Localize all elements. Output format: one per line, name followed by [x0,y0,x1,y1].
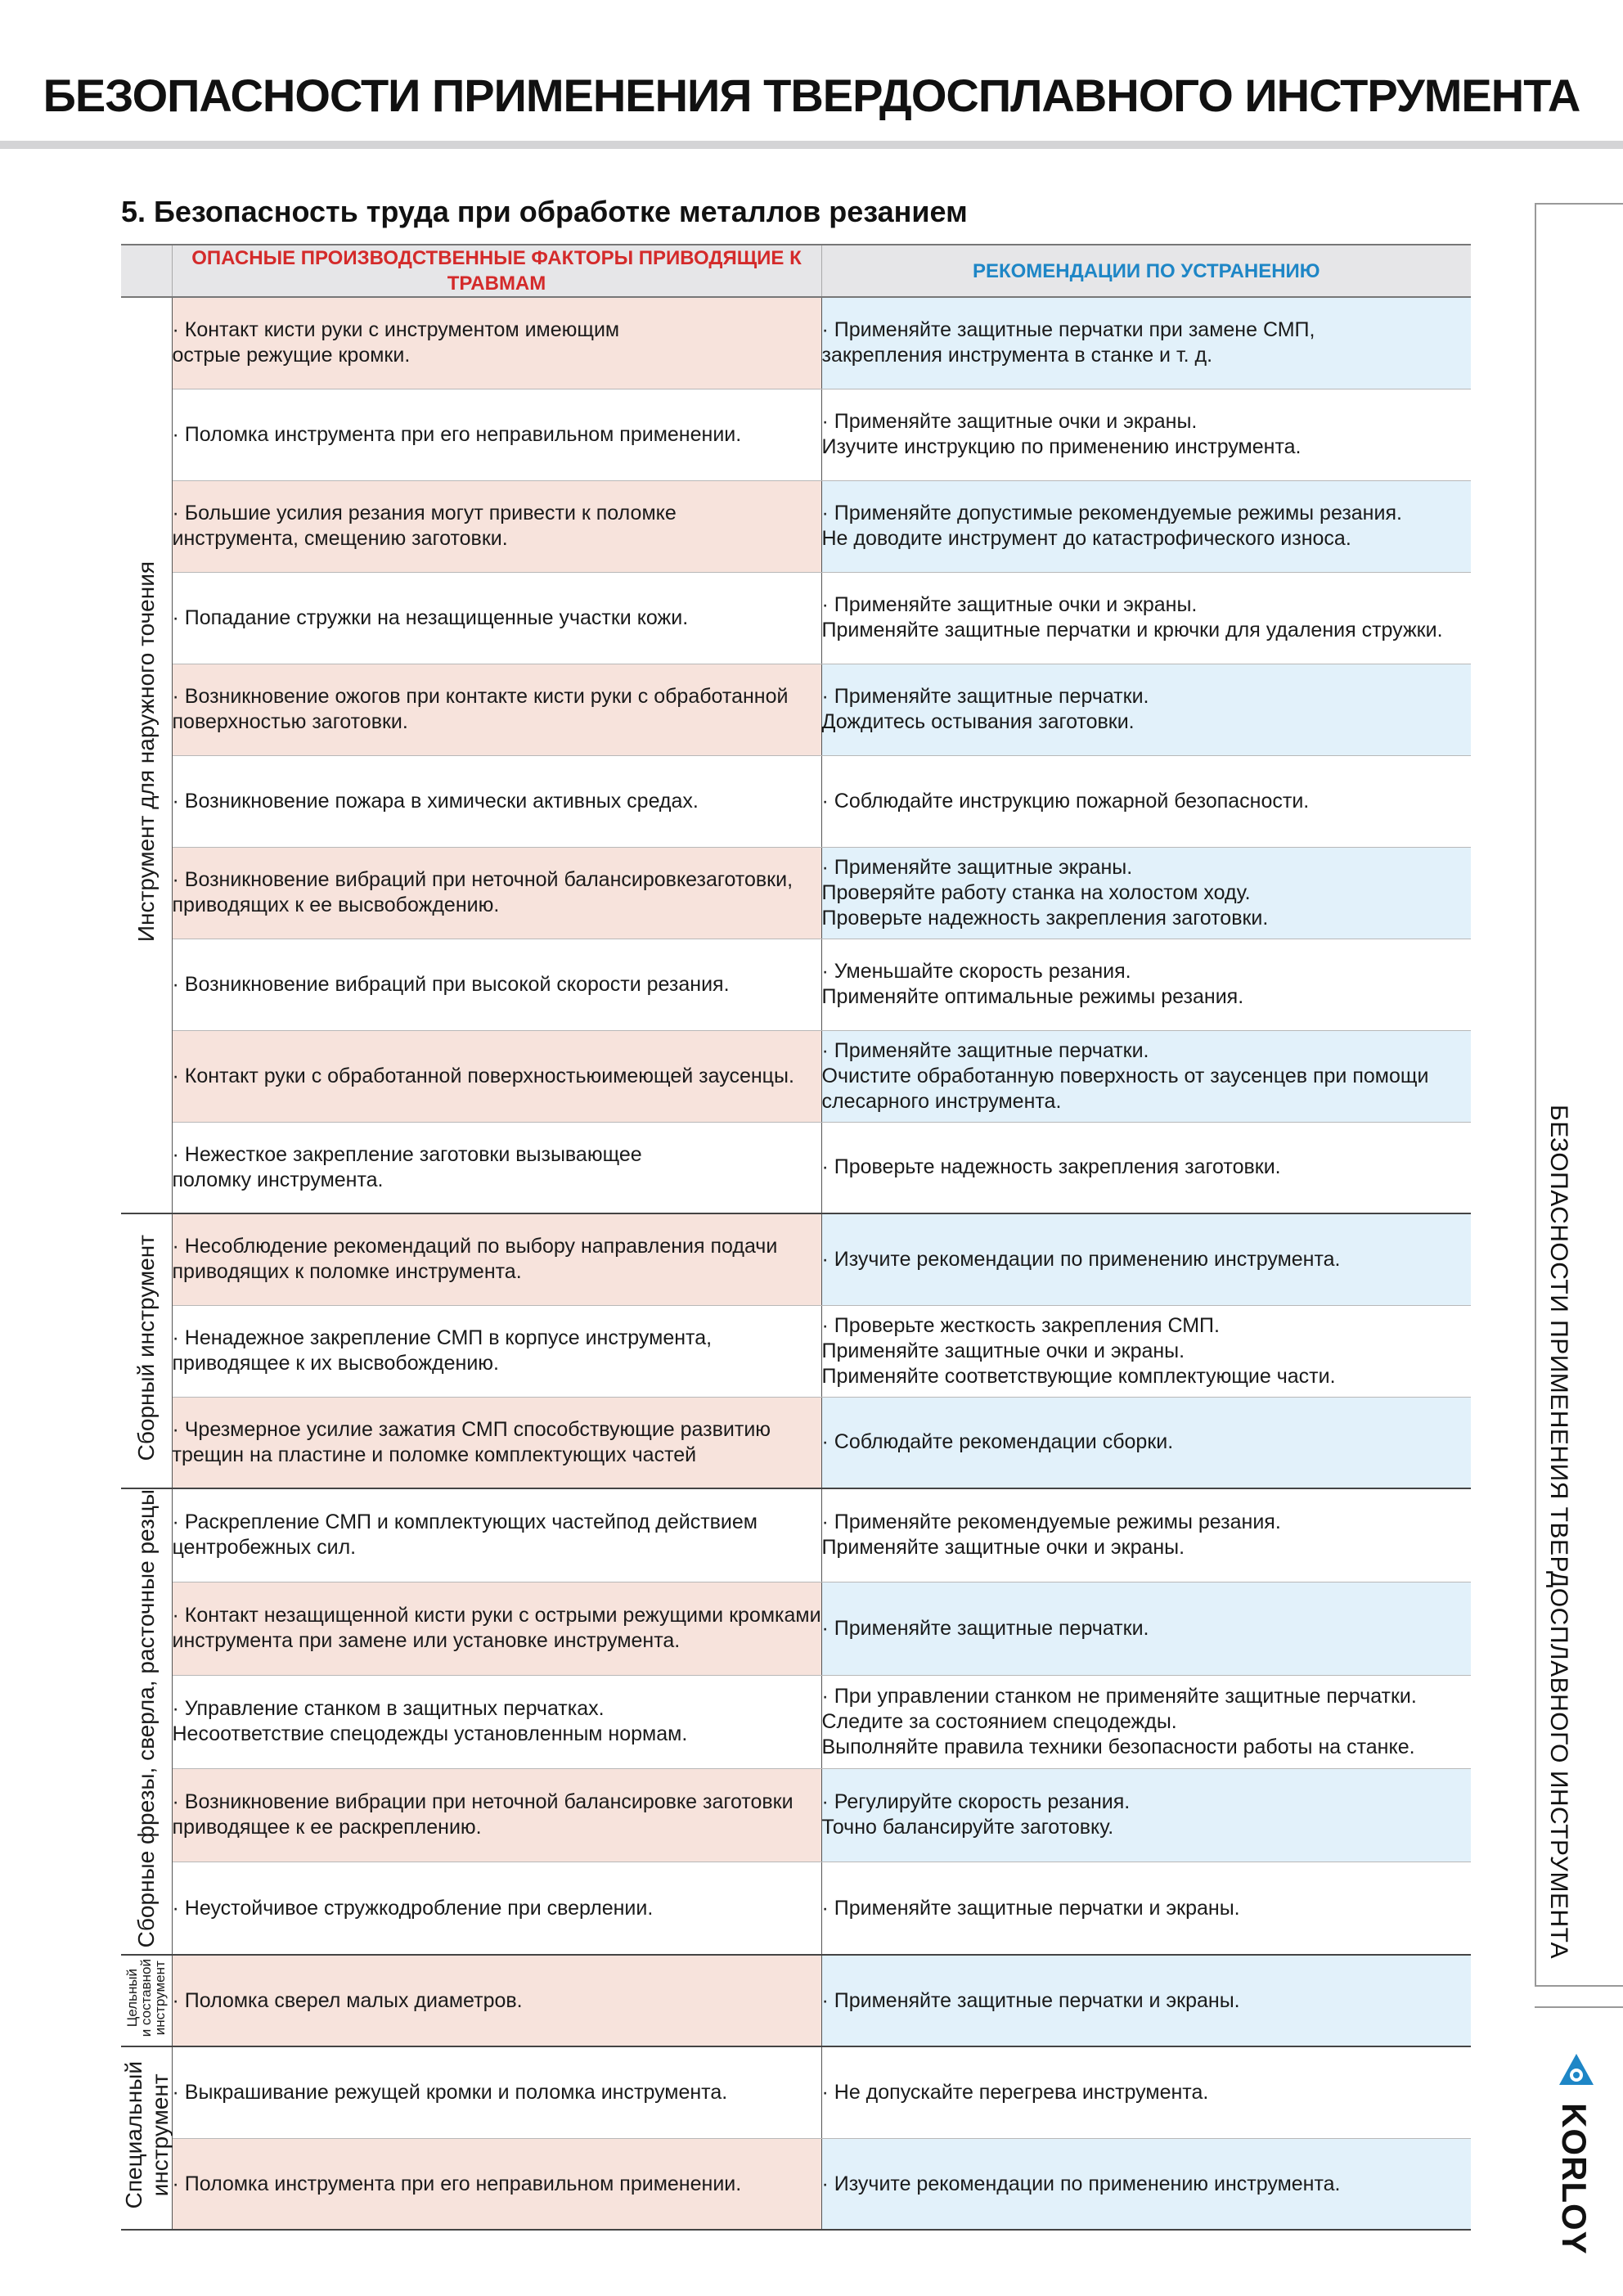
side-tab-border [1535,203,1536,1987]
hazard-cell-line: · Возникновение пожара в химически активных средах. [172,789,699,813]
table-header-row [121,245,1471,297]
table-row [121,2138,1471,2230]
side-tab-divider [1535,1985,1623,1987]
recommendation-cell-line: · Изучите рекомендации по применению инструмента. [821,2172,1341,2195]
table-row [121,1862,1471,1955]
recommendation-cell [821,1305,1471,1397]
table-body [121,297,1471,2230]
recommendation-cell-line: · Проверьте надежность закрепления заготовки. [821,1155,1281,1179]
recommendation-cell-line: · Применяйте защитные экраны. [821,855,1133,879]
group-label [121,2046,172,2230]
recommendation-cell-line: · Применяйте защитные перчатки и экраны. [821,1896,1240,1920]
table-row [121,389,1471,480]
hazard-cell [172,1030,821,1122]
korloy-logo-icon [1558,2052,1595,2090]
recommendation-cell [821,1030,1471,1122]
recommendation-cell [821,755,1471,847]
group-label-text [133,561,160,942]
recommendation-cell [821,1397,1471,1488]
table-row [121,1955,1471,2046]
hazard-cell [172,1862,821,1955]
hazard-cell [172,1397,821,1488]
hazard-cell [172,1955,821,2046]
recommendation-cell [821,664,1471,755]
group-label-text [133,1235,160,1461]
hazard-cell [172,1305,821,1397]
hazard-cell [172,1675,821,1768]
table-row [121,1582,1471,1675]
recommendation-cell-line: Очистите обработанную поверхность от заусенцев при помощи [821,1064,1429,1087]
hazard-cell-line: · Возникновение вибраций при неточной балансировкезаготовки, [172,868,794,891]
safety-table [121,244,1471,2231]
header-hazards: ОПАСНЫЕ ПРОИЗВОДСТВЕННЫЕ ФАКТОРЫ ПРИВОДЯЩИЕ К ТРАВМАМ [172,245,821,297]
hazard-cell [172,847,821,939]
recommendation-cell-line: слесарного инструмента. [821,1089,1062,1113]
hazard-cell-line: · Поломка инструмента при его неправильном применении. [172,422,742,446]
hazard-cell [172,1768,821,1862]
hazard-cell-line: · Несоблюдение рекомендаций по выбору направления подачи [172,1235,778,1258]
recommendation-cell-line: Точно балансируйте заготовку. [821,1816,1114,1839]
recommendation-cell-line: Выполняйте правила техники безопасности работы на станке. [821,1735,1415,1758]
hazard-cell-line: · Возникновение вибраций при высокой скорости резания. [172,972,730,996]
table-row [121,2046,1471,2138]
recommendation-cell-line: · Применяйте защитные очки и экраны. [821,410,1198,433]
recommendation-cell-line: закрепления инструмента в станке и т. д. [821,344,1213,367]
recommendation-cell [821,1582,1471,1675]
group-label-line: Специальный [121,2061,146,2209]
page-title: БЕЗОПАСНОСТИ ПРИМЕНЕНИЯ ТВЕРДОСПЛАВНОГО ИНСТРУМЕНТА [43,70,1580,121]
recommendation-cell-line: Проверьте надежность закрепления заготовки. [821,906,1269,930]
recommendation-cell-line: Применяйте защитные перчатки и крючки для удаления стружки. [821,619,1443,642]
hazard-cell [172,297,821,389]
recommendation-cell-line: · Регулируйте скорость резания. [821,1790,1131,1814]
table-row [121,572,1471,664]
recommendation-cell-line: · Применяйте защитные перчатки при замене СМП, [821,318,1315,342]
logo-tab-top-rule [1535,2006,1623,2008]
recommendation-cell-line: Применяйте защитные очки и экраны. [821,1339,1185,1362]
group-label [121,1488,172,1955]
recommendation-cell [821,297,1471,389]
group-label [121,1213,172,1488]
hazard-cell [172,1582,821,1675]
hazard-cell-line: · Возникновение вибрации при неточной балансировке заготовки [172,1790,794,1814]
recommendation-cell-line: · Применяйте рекомендуемые режимы резания. [821,1510,1281,1534]
recommendation-cell-line: Следите за состоянием спецодежды. [821,1709,1177,1733]
recommendation-cell [821,939,1471,1030]
recommendation-cell [821,1862,1471,1955]
table-row [121,1488,1471,1582]
table-row [121,664,1471,755]
hazard-cell-line: · Контакт руки с обработанной поверхностьюимеющей заусенцы. [172,1064,794,1087]
recommendation-cell-line: · Применяйте защитные перчатки. [821,1038,1149,1062]
recommendation-cell-line: Проверяйте работу станка на холостом ходу. [821,880,1251,904]
hazard-cell-line: · Поломка сверел малых диаметров. [172,1988,523,2012]
hazard-cell-line: · Большие усилия резания могут привести к поломке [172,502,677,524]
table-row [121,480,1471,572]
group-label-text [133,1489,160,1947]
hazard-cell [172,480,821,572]
hazard-cell-line: центробежных сил. [172,1536,357,1560]
hazard-cell [172,664,821,755]
hazard-cell [172,572,821,664]
recommendation-cell-line: Изучите инструкцию по применению инструмента. [821,435,1302,458]
group-label-line: Сборные фрезы, сверла, расточные резцы [133,1489,159,1948]
table-row [121,1675,1471,1768]
section-title: 5. Безопасность труда при обработке металлов резанием [121,195,968,228]
recommendation-cell [821,480,1471,572]
hazard-cell-line: · Чрезмерное усилие зажатия СМП способствующие развитию [172,1417,771,1441]
hazard-cell-line: инструмента, смещению заготовки. [172,527,508,550]
group-label-line: и составной [138,1958,155,2037]
recommendation-cell [821,1213,1471,1305]
side-tab-label: БЕЗОПАСНОСТИ ПРИМЕНЕНИЯ ТВЕРДОСПЛАВНОГО ИНСТРУМЕНТА [1545,1105,1572,1959]
recommendation-cell [821,1488,1471,1582]
group-label [121,297,172,1213]
hazard-cell [172,1488,821,1582]
group-label-text [121,2061,173,2208]
recommendation-cell-line: · Проверьте жесткость закрепления СМП. [821,1313,1220,1337]
hazard-cell-line: · Поломка инструмента при его неправильном применении. [172,2172,742,2195]
hazard-cell [172,389,821,480]
recommendation-cell [821,1955,1471,2046]
table-row [121,847,1471,939]
group-label-line: Сборный инструмент [133,1234,159,1461]
table-row [121,1122,1471,1213]
table-row [121,1397,1471,1488]
table-row [121,1768,1471,1862]
hazard-cell-line: поломку инструмента. [172,1168,384,1191]
table-row [121,1030,1471,1122]
hazard-cell-line: · Ненадежное закрепление СМП в корпусе инструмента, [172,1326,713,1349]
recommendation-cell-line: · Изучите рекомендации по применению инструмента. [821,1247,1341,1271]
header-recommendations: РЕКОМЕНДАЦИИ ПО УСТРАНЕНИЮ [821,245,1471,297]
hazard-cell [172,1122,821,1213]
group-label-line: Цельный [124,1968,141,2027]
hazard-cell [172,1213,821,1305]
recommendation-cell-line: · Соблюдайте рекомендации сборки. [821,1430,1174,1454]
hazard-cell-line: · Управление станком в защитных перчатках. [172,1697,605,1721]
group-label-line: инструмент [152,1960,169,2035]
table-row [121,297,1471,389]
recommendation-cell-line: · Применяйте защитные перчатки. [821,685,1149,708]
header-corner [121,245,172,297]
recommendation-cell-line: · Уменьшайте скорость резания. [821,960,1131,983]
table-row [121,1305,1471,1397]
recommendation-cell-line: Применяйте соответствующие комплектующие части. [821,1364,1336,1388]
hazard-cell-line: · Раскрепление СМП и комплектующих частейпод действием [172,1510,758,1534]
group-label [121,1955,172,2046]
hazard-cell-line: инструмента при замене или установке инструмента. [172,1629,681,1653]
table-row [121,755,1471,847]
hazard-cell-line: · Контакт кисти руки с инструментом имеющим [172,318,620,342]
group-label-line: инструмент [147,2073,173,2197]
korloy-logo: KORLOY [1555,2103,1594,2255]
hazard-cell-line: · Возникновение ожогов при контакте кисти руки с обработанной [172,685,789,708]
recommendation-cell-line: · Применяйте защитные перчатки. [821,1616,1149,1640]
recommendation-cell [821,1675,1471,1768]
recommendation-cell-line: · Не допускайте перегрева инструмента. [821,2081,1209,2105]
hazard-cell [172,939,821,1030]
recommendation-cell-line: Применяйте оптимальные режимы резания. [821,985,1244,1008]
recommendation-cell [821,1122,1471,1213]
hazard-cell-line: острые режущие кромки. [172,344,411,367]
recommendation-cell-line: Применяйте защитные очки и экраны. [821,1536,1185,1560]
recommendation-cell [821,847,1471,939]
recommendation-cell-line: · Соблюдайте инструкцию пожарной безопасности. [821,789,1310,813]
hazard-cell-line: приводящее к их высвобождению. [172,1352,499,1375]
hazard-cell-line: · Попадание стружки на незащищенные участки кожи. [172,606,689,629]
hazard-cell-line: приводящее к ее раскреплению. [172,1816,482,1839]
recommendation-cell-line: · Применяйте защитные перчатки и экраны. [821,1988,1240,2012]
group-label-text [125,1959,167,2037]
hazard-cell [172,755,821,847]
hazard-cell-line: Несоответствие спецодежды установленным нормам. [172,1722,688,1746]
title-divider [0,141,1623,149]
hazard-cell [172,2046,821,2138]
hazard-cell-line: поверхностью заготовки. [172,710,408,733]
hazard-cell-line: · Нежесткое закрепление заготовки вызывающее [172,1142,642,1166]
recommendation-cell-line: · Применяйте допустимые рекомендуемые режимы резания. [821,502,1402,524]
recommendation-cell [821,572,1471,664]
group-label-line: Инструмент для наружного точения [133,561,159,943]
recommendation-cell-line: Дождитесь остывания заготовки. [821,710,1135,733]
recommendation-cell [821,1768,1471,1862]
hazard-cell-line: · Выкрашивание режущей кромки и поломка инструмента. [172,2081,728,2105]
recommendation-cell [821,389,1471,480]
hazard-cell-line: трещин на пластине и поломке комплектующих частей [172,1443,697,1466]
table-row [121,1213,1471,1305]
hazard-cell-line: · Контакт незащищенной кисти руки с острыми режущими кромками [172,1604,821,1627]
hazard-cell-line: приводящих к ее высвобождению. [172,894,500,916]
hazard-cell [172,2138,821,2230]
table-row [121,939,1471,1030]
recommendation-cell [821,2046,1471,2138]
recommendation-cell-line: Не доводите инструмент до катастрофического износа. [821,527,1351,550]
recommendation-cell-line: · При управлении станком не применяйте защитные перчатки. [821,1684,1417,1708]
recommendation-cell-line: · Применяйте защитные очки и экраны. [821,593,1198,616]
recommendation-cell [821,2138,1471,2230]
hazard-cell-line: · Неустойчивое стружкодробление при сверлении. [172,1896,654,1920]
side-tab-top-rule [1535,203,1623,205]
hazard-cell-line: приводящих к поломке инструмента. [172,1260,522,1284]
